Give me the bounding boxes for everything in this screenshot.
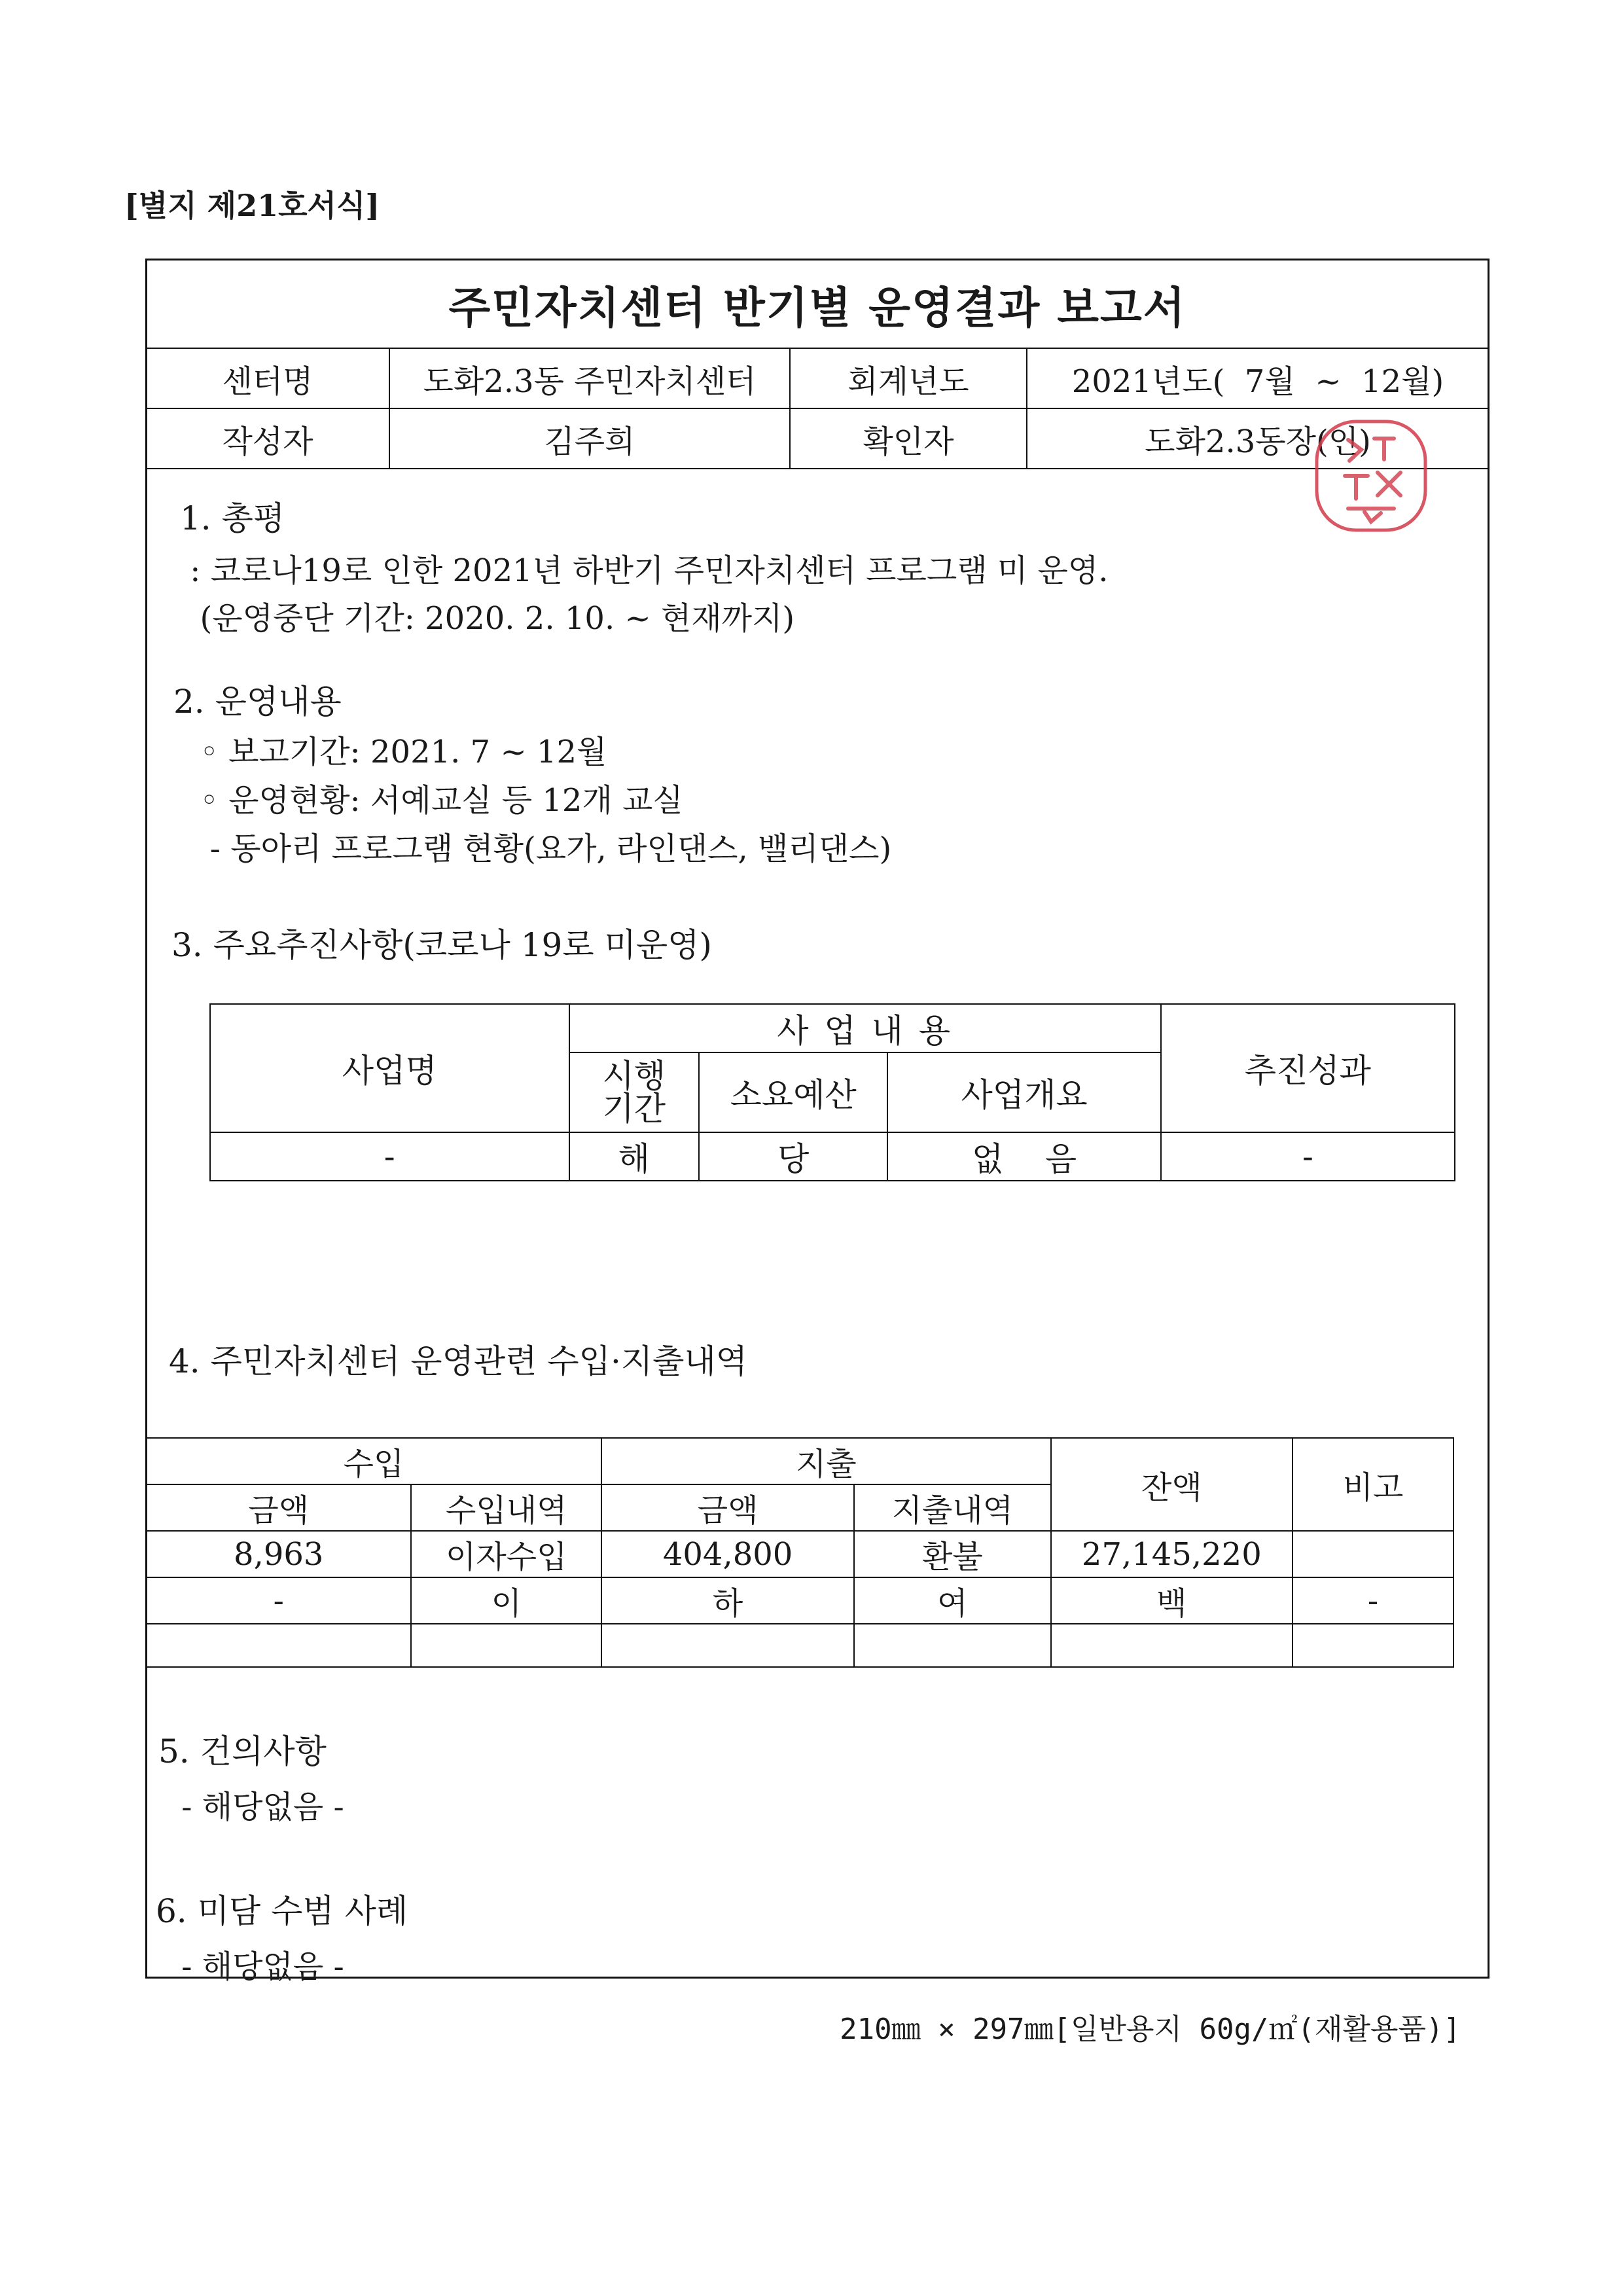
paper-spec-footer: 210㎜ × 297㎜[일반용지 60g/㎡(재활용품)] bbox=[840, 2013, 1461, 2046]
table-cell: 404,800 bbox=[601, 1531, 854, 1577]
table-cell: 이자수입 bbox=[411, 1531, 601, 1577]
center-name-label: 센터명 bbox=[146, 348, 389, 408]
official-seal-stamp bbox=[1309, 414, 1433, 538]
table-row bbox=[146, 1624, 1454, 1667]
group-income: 수입 bbox=[146, 1438, 601, 1484]
header-table bbox=[145, 259, 1489, 469]
section6-heading: 6. 미담 수범 사례 bbox=[156, 1892, 408, 1930]
business-table bbox=[209, 1003, 1455, 1181]
table-cell: 없 음 bbox=[887, 1132, 1160, 1181]
author-label: 작성자 bbox=[146, 408, 389, 469]
fiscal-year-value: 2021년도( 7월 ~ 12월) bbox=[1027, 348, 1489, 408]
section2-line2: ◦ 운영현황: 서예교실 등 12개 교실 bbox=[180, 782, 683, 819]
center-name-value: 도화2.3동 주민자치센터 bbox=[389, 348, 790, 408]
table-cell: 백 bbox=[1051, 1577, 1293, 1624]
table-cell: 하 bbox=[601, 1577, 854, 1624]
col-expense-detail: 지출내역 bbox=[854, 1484, 1051, 1531]
author-value: 김주희 bbox=[389, 408, 790, 469]
income-expense-table bbox=[145, 1437, 1454, 1668]
section1-line2: (운영중단 기간: 2020. 2. 10. ~ 현재까지) bbox=[180, 600, 795, 637]
table-row bbox=[146, 1531, 1454, 1577]
document-title: 주민자치센터 반기별 운영결과 보고서 bbox=[146, 259, 1489, 348]
col-result: 추진성과 bbox=[1161, 1004, 1455, 1132]
table-row bbox=[146, 1577, 1454, 1624]
table-cell: - bbox=[1161, 1132, 1455, 1181]
table-cell bbox=[854, 1624, 1051, 1667]
section3-heading: 3. 주요추진사항(코로나 19로 미운영) bbox=[171, 926, 712, 964]
col-balance: 잔액 bbox=[1051, 1438, 1293, 1531]
col-income-detail: 수입내역 bbox=[411, 1484, 601, 1531]
col-income-amount: 금액 bbox=[146, 1484, 411, 1531]
section1-heading: 1. 총평 bbox=[180, 499, 285, 537]
confirmer-value: 도화2.3동장(인) bbox=[1027, 408, 1489, 469]
table-cell: - bbox=[210, 1132, 569, 1181]
table-cell: 환불 bbox=[854, 1531, 1051, 1577]
section5-line1: - 해당없음 - bbox=[171, 1789, 344, 1825]
section5-heading: 5. 건의사항 bbox=[158, 1732, 327, 1770]
section4-heading: 4. 주민자치센터 운영관련 수입·지출내역 bbox=[169, 1342, 748, 1380]
table-cell: 이 bbox=[411, 1577, 601, 1624]
section6-line1: - 해당없음 - bbox=[171, 1948, 344, 1985]
form-label: [별지 제21호서식] bbox=[124, 188, 380, 223]
fiscal-year-label: 회계년도 bbox=[790, 348, 1027, 408]
table-cell: 여 bbox=[854, 1577, 1051, 1624]
group-expense: 지출 bbox=[601, 1438, 1051, 1484]
table-cell bbox=[1293, 1531, 1454, 1577]
table-cell bbox=[601, 1624, 854, 1667]
section1-line1: : 코로나19로 인한 2021년 하반기 주민자치센터 프로그램 미 운영. bbox=[180, 552, 1109, 589]
col-overview: 사업개요 bbox=[887, 1052, 1160, 1132]
table-cell bbox=[1051, 1624, 1293, 1667]
table-cell bbox=[411, 1624, 601, 1667]
table-cell: 당 bbox=[699, 1132, 887, 1181]
table-cell bbox=[1293, 1624, 1454, 1667]
table-cell: - bbox=[146, 1577, 411, 1624]
confirmer-label: 확인자 bbox=[790, 408, 1027, 469]
table-cell: - bbox=[1293, 1577, 1454, 1624]
table-cell: 8,963 bbox=[146, 1531, 411, 1577]
table-cell: 27,145,220 bbox=[1051, 1531, 1293, 1577]
section2-line1: ◦ 보고기간: 2021. 7 ~ 12월 bbox=[180, 734, 607, 770]
group-business-content: 사 업 내 용 bbox=[569, 1004, 1161, 1052]
section2-line3: - 동아리 프로그램 현황(요가, 라인댄스, 밸리댄스) bbox=[180, 831, 892, 867]
col-business-name: 사업명 bbox=[210, 1004, 569, 1132]
table-cell: 해 bbox=[569, 1132, 700, 1181]
section2-heading: 2. 운영내용 bbox=[173, 683, 342, 721]
table-cell bbox=[146, 1624, 411, 1667]
col-budget: 소요예산 bbox=[699, 1052, 887, 1132]
col-period: 시행 기간 bbox=[569, 1052, 700, 1132]
col-expense-amount: 금액 bbox=[601, 1484, 854, 1531]
col-note: 비고 bbox=[1293, 1438, 1454, 1531]
